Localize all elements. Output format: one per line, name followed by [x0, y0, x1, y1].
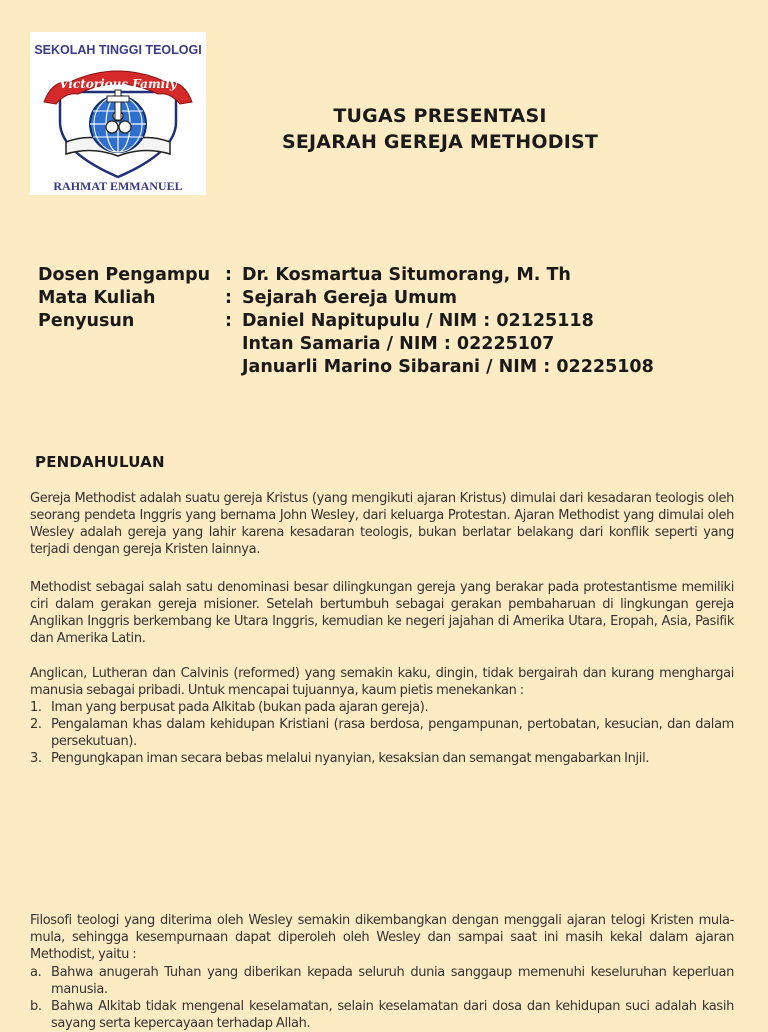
- logo-bottom-text: RAHMAT EMMANUEL: [53, 179, 183, 193]
- paragraph-4: Filosofi teologi yang diterima oleh Wesley semakin dikembangkan dengan menggali ajaran telogi Kristen mula-mula, sehingga kesempurnaan dapat diperoleh oleh Wesley dan sampai saat ini masih kekal dalam ajaran Methodist, yaitu :: [30, 913, 734, 962]
- list-item-text: Pengalaman khas dalam kehidupan Kristiani (rasa berdosa, pengampunan, pertobatan, kesucian, dan dalam persekutuan).: [51, 717, 734, 749]
- logo-top-text: SEKOLAH TINGGI TEOLOGI: [34, 43, 202, 57]
- info-label: Dosen Pengampu: [38, 265, 211, 285]
- list-marker: 3.: [30, 751, 42, 766]
- logo-ribbon-text: Victorious Family: [59, 77, 177, 91]
- school-logo: [30, 32, 206, 195]
- list-item: [30, 716, 734, 750]
- paragraph-3: Anglican, Lutheran dan Calvinis (reformed) yang semakin kaku, dingin, tidak bergairah dan kurang menghargai manusia sebagai pribadi. Untuk mencapai tujuannya, kaum pietis menekankan :: [30, 666, 734, 698]
- info-value: Sejarah Gereja Umum: [242, 288, 458, 308]
- paragraph-2: Methodist sebagai salah satu denominasi besar dilingkungan gereja yang berakar pada protestantisme memiliki ciri dalam gerakan gereja misioner. Setelah bertumbuh sebagai gerakan pembaharuan di lingkungan gereja Anglikan Inggris berkembang ke Utara Inggris, kemudian ke negeri jajahan di Amerika Utara, Eropah, Asia, Pasifik dan Amerika Latin.: [30, 580, 734, 646]
- info-colon: :: [225, 265, 232, 285]
- methodist-teachings-list: [30, 964, 734, 1032]
- info-value: Daniel Napitupulu / NIM : 02125118: [242, 311, 594, 331]
- document-title: [240, 103, 640, 155]
- info-value: Dr. Kosmartua Situmorang, M. Th: [242, 265, 571, 285]
- list-item-text: Bahwa anugerah Tuhan yang diberikan kepada seluruh dunia sanggaup memenuhi keseluruhan keperluan manusia.: [51, 965, 734, 997]
- info-label: Penyusun: [38, 311, 135, 331]
- title-line-1: TUGAS PRESENTASI: [333, 105, 547, 127]
- list-item-text: Iman yang berpusat pada Alkitab (bukan pada ajaran gereja).: [51, 700, 429, 715]
- list-item: [30, 699, 734, 716]
- info-colon: :: [225, 311, 232, 331]
- list-marker: 2.: [30, 717, 42, 732]
- list-item-text: Bahwa Alkitab tidak mengenal keselamatan, selain keselamatan dari dosa dan kehidupan suci adalah kasih sayang serta kepercayaan terhadap Allah.: [51, 999, 734, 1031]
- info-value: Januarli Marino Sibarani / NIM : 02225108: [242, 357, 654, 377]
- list-item: [30, 998, 734, 1032]
- list-marker: b.: [30, 999, 42, 1014]
- logo-emblem-icon: [30, 32, 206, 195]
- list-marker: a.: [30, 965, 42, 980]
- list-item-text: Pengungkapan iman secara bebas melalui nyanyian, kesaksian dan semangat mengabarkan Injil.: [51, 751, 650, 766]
- title-line-2: SEJARAH GEREJA METHODIST: [281, 131, 599, 153]
- pietist-emphasis-list: [30, 699, 734, 767]
- info-colon: :: [225, 288, 232, 308]
- list-item: [30, 964, 734, 998]
- section-heading: PENDAHULUAN: [35, 453, 165, 471]
- info-value: Intan Samaria / NIM : 02225107: [242, 334, 555, 354]
- paragraph-1: Gereja Methodist adalah suatu gereja Kristus (yang mengikuti ajaran Kristus) dimulai dari kesadaran teologis oleh seorang pendeta Inggris yang bernama John Wesley, dari keluarga Protestan. Ajaran Methodist yang dimulai oleh Wesley adalah gereja yang lahir karena kesadaran teologis, bukan berlatar belakang dari konflik seperti yang terjadi dengan gereja Kristen lainnya.: [30, 491, 734, 557]
- list-marker: 1.: [30, 700, 42, 715]
- info-label: Mata Kuliah: [38, 288, 156, 308]
- list-item: [30, 750, 734, 767]
